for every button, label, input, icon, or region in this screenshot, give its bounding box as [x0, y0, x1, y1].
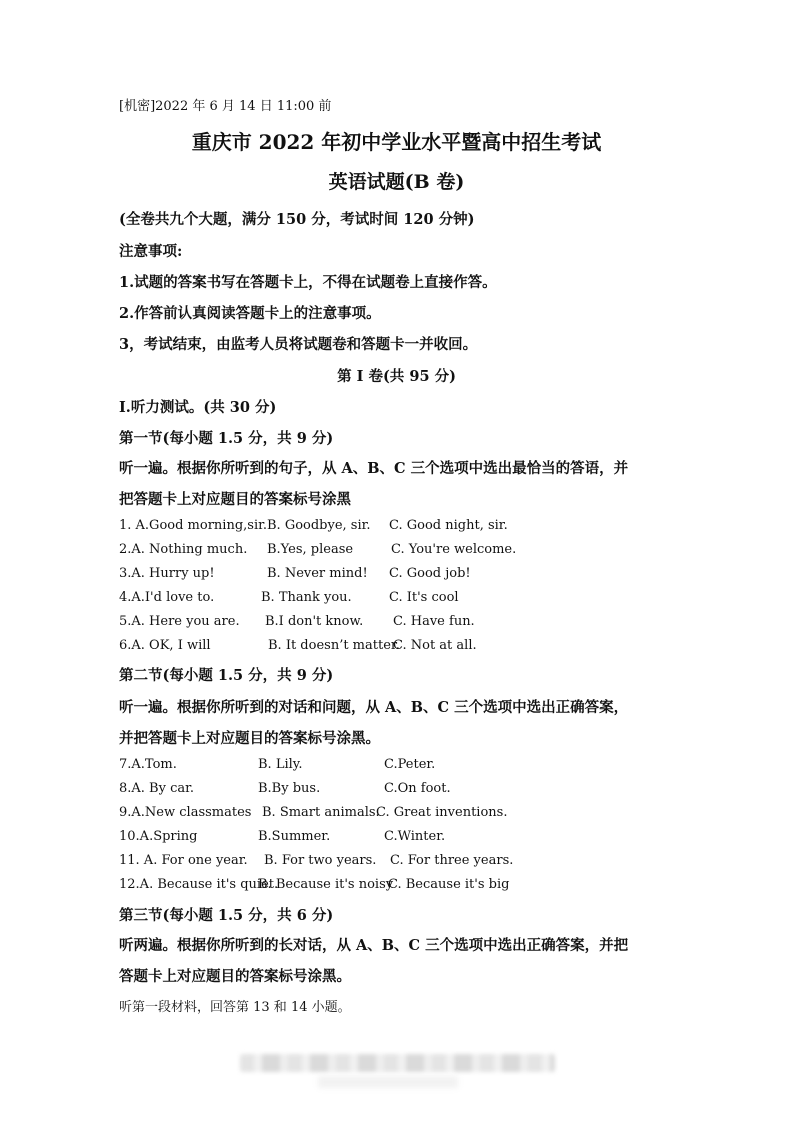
option-c: C. You're welcome. — [391, 542, 517, 557]
option-a: 10.A.Spring — [119, 829, 198, 844]
sec2-title: 第二节(每小题 1.5 分，共 9 分) — [119, 667, 334, 684]
option-a: 7.A.Tom. — [119, 757, 177, 772]
option-a: 4.A.I'd love to. — [119, 590, 215, 605]
option-c: C. Not at all. — [393, 638, 477, 653]
section-title: I.听力测试。(共 30 分) — [119, 399, 277, 416]
option-b: B. Lily. — [258, 757, 303, 772]
sec2-instruction: 并把答题卡上对应题目的答案标号涂黑。 — [119, 730, 380, 747]
option-c: C. Good night, sir. — [389, 518, 508, 533]
option-c: C. Because it's big — [388, 877, 510, 892]
option-a: 5.A. Here you are. — [119, 614, 240, 629]
option-c: C. Have fun. — [393, 614, 475, 629]
sec1-title: 第一节(每小题 1.5 分，共 9 分) — [119, 430, 334, 447]
option-c: C.Peter. — [384, 757, 436, 772]
option-b: B. Never mind! — [267, 566, 368, 581]
confidential-notice: [机密]2022 年 6 月 14 日 11:00 前 — [119, 99, 332, 114]
sec1-instruction: 听一遍。根据你所听到的句子，从 A、B、C 三个选项中选出最恰当的答语，并 — [119, 460, 629, 477]
option-b: B.I don't know. — [265, 614, 364, 629]
sec3-instruction: 听两遍。根据你所听到的长对话，从 A、B、C 三个选项中选出正确答案，并把 — [119, 937, 629, 954]
sec2-instruction: 听一遍。根据你所听到的对话和问题，从 A、B、C 三个选项中选出正确答案， — [119, 699, 629, 716]
option-c: C.Winter. — [384, 829, 446, 844]
option-c: C. It's cool — [389, 590, 459, 605]
option-a: 12.A. Because it's quiet. — [119, 877, 279, 892]
blurred-watermark — [240, 1054, 555, 1072]
sec3-instruction: 答题卡上对应题目的答案标号涂黑。 — [119, 968, 351, 985]
exam-info: (全卷共九个大题，满分 150 分，考试时间 120 分钟) — [119, 211, 475, 228]
option-a: 1. A.Good morning,sir. — [119, 518, 268, 533]
option-b: B.Yes, please — [267, 542, 354, 557]
option-c: C.On foot. — [384, 781, 451, 796]
option-a: 2.A. Nothing much. — [119, 542, 248, 557]
option-b: B. Thank you. — [261, 590, 352, 605]
part-heading: 第 I 卷(共 95 分) — [337, 368, 456, 385]
blurred-watermark — [318, 1076, 458, 1088]
option-c: C. Great inventions. — [376, 805, 508, 820]
note-item: 3，考试结束，由监考人员将试题卷和答题卡一并收回。 — [119, 336, 478, 353]
option-b: B. Because it's noisy — [258, 877, 394, 892]
exam-subtitle: 英语试题(B 卷) — [328, 171, 465, 193]
notes-heading: 注意事项: — [119, 243, 183, 260]
option-a: 3.A. Hurry up! — [119, 566, 215, 581]
option-a: 9.A.New classmates — [119, 805, 252, 820]
note-item: 1.试题的答案书写在答题卡上，不得在试题卷上直接作答。 — [119, 274, 497, 291]
option-b: B. Smart animals. — [262, 805, 380, 820]
option-c: C. Good job! — [389, 566, 471, 581]
option-c: C. For three years. — [390, 853, 514, 868]
note-item: 2.作答前认真阅读答题卡上的注意事项。 — [119, 305, 381, 322]
sec3-title: 第三节(每小题 1.5 分，共 6 分) — [119, 907, 334, 924]
option-b: B. It doesn’t matter. — [268, 638, 400, 653]
option-a: 6.A. OK, I will — [119, 638, 211, 653]
option-b: B.Summer. — [258, 829, 331, 844]
option-a: 11. A. For one year. — [119, 853, 248, 868]
sec3-note: 听第一段材料，回答第 13 和 14 小题。 — [119, 1000, 351, 1015]
sec1-instruction: 把答题卡上对应题目的答案标号涂黑 — [119, 491, 351, 508]
option-a: 8.A. By car. — [119, 781, 195, 796]
option-b: B. Goodbye, sir. — [267, 518, 371, 533]
exam-title: 重庆市 2022 年初中学业水平暨高中招生考试 — [191, 130, 602, 154]
option-b: B. For two years. — [264, 853, 377, 868]
option-b: B.By bus. — [258, 781, 321, 796]
